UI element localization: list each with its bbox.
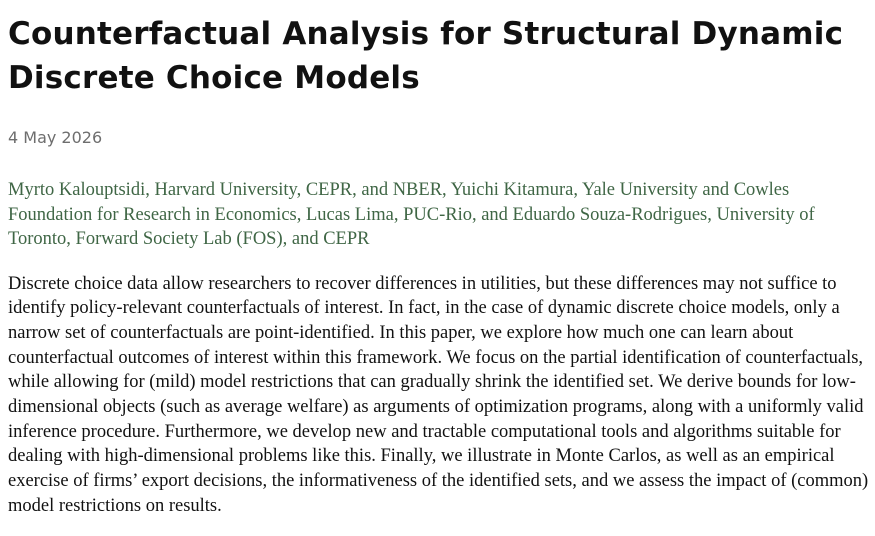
- author-list: Myrto Kalouptsidi, Harvard University, CEPR, and NBER, Yuichi Kitamura, Yale University and Cowles Foundation for Research in Economics, Lucas Lima, PUC-Rio, and Eduardo Souza-Rodrigues, University of Toronto, Forward Society Lab (FOS), and CEPR: [8, 180, 815, 249]
- paper-page: [8, 0, 874, 519]
- abstract-text: Discrete choice data allow researchers to recover differences in utilities, but these differences may not suffice to identify policy-relevant counterfactuals of interest. In fact, in the case of dynamic discrete choice models, only a narrow set of counterfactuals are point-identified. In this paper, we explore how much one can learn about counterfactual outcomes of interest within this framework. We focus on the partial identification of counterfactuals, while allowing for (mild) model restrictions that can gradually shrink the identified set. We derive bounds for low-dimensional objects (such as average welfare) as arguments of optimization programs, along with a uniformly valid inference procedure. Furthermore, we develop new and tractable computational tools and algorithms suitable for dealing with high-dimensional problems like this. Finally, we illustrate in Monte Carlos, as well as an empirical exercise of firms’ export decisions, the informativeness of the identified sets, and we assess the impact of (common) model restrictions on results.: [8, 273, 869, 516]
- publication-date: 4 May 2026: [8, 128, 103, 147]
- paper-title: Counterfactual Analysis for Structural Dynamic Discrete Choice Models: [8, 16, 844, 96]
